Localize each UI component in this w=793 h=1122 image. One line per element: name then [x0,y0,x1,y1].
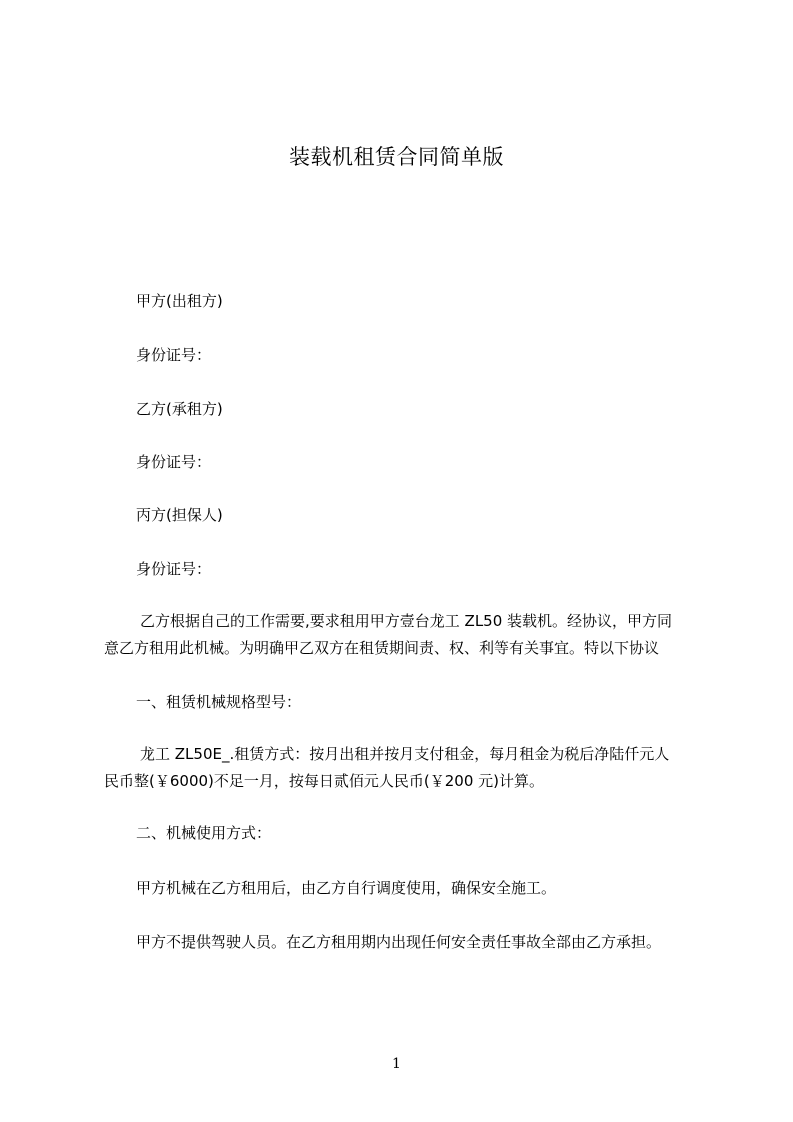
section-2-heading: 二、机械使用方式： [136,824,272,842]
section-1-line-2: 民币整(￥6000)不足一月，按每日贰佰元人民币(￥200 元)计算。 [104,772,544,790]
section-1-heading: 一、租赁机械规格型号： [136,693,302,711]
page-number: 1 [392,1056,401,1072]
intro-line-1: 乙方根据自己的工作需要,要求租用甲方壹台龙工 ZL50 装载机。经协议，甲方同 [140,612,673,630]
lessor-id-label: 身份证号： [136,346,212,364]
section-2-paragraph-2: 甲方不提供驾驶人员。在乙方租用期内出现任何安全责任事故全部由乙方承担。 [136,933,662,951]
section-1-paragraph [104,741,694,795]
intro-line-2: 意乙方租用此机械。为明确甲乙双方在租赁期间责、权、利等有关事宜。特以下协议 [104,639,660,657]
section-2-paragraph-1: 甲方机械在乙方租用后，由乙方自行调度使用，确保安全施工。 [136,879,557,897]
section-1-line-1: 龙工 ZL50E_.租赁方式：按月出租并按月支付租金，每月租金为税后净陆仟元人 [140,745,670,763]
guarantor-id-label: 身份证号： [136,560,212,578]
lessee-label: 乙方(承租方) [136,400,223,418]
lessee-id-label: 身份证号： [136,453,212,471]
guarantor-label: 丙方(担保人) [136,506,223,524]
intro-paragraph [104,608,694,662]
lessor-label: 甲方(出租方) [136,292,223,310]
document-title: 装载机租赁合同简单版 [289,145,504,169]
